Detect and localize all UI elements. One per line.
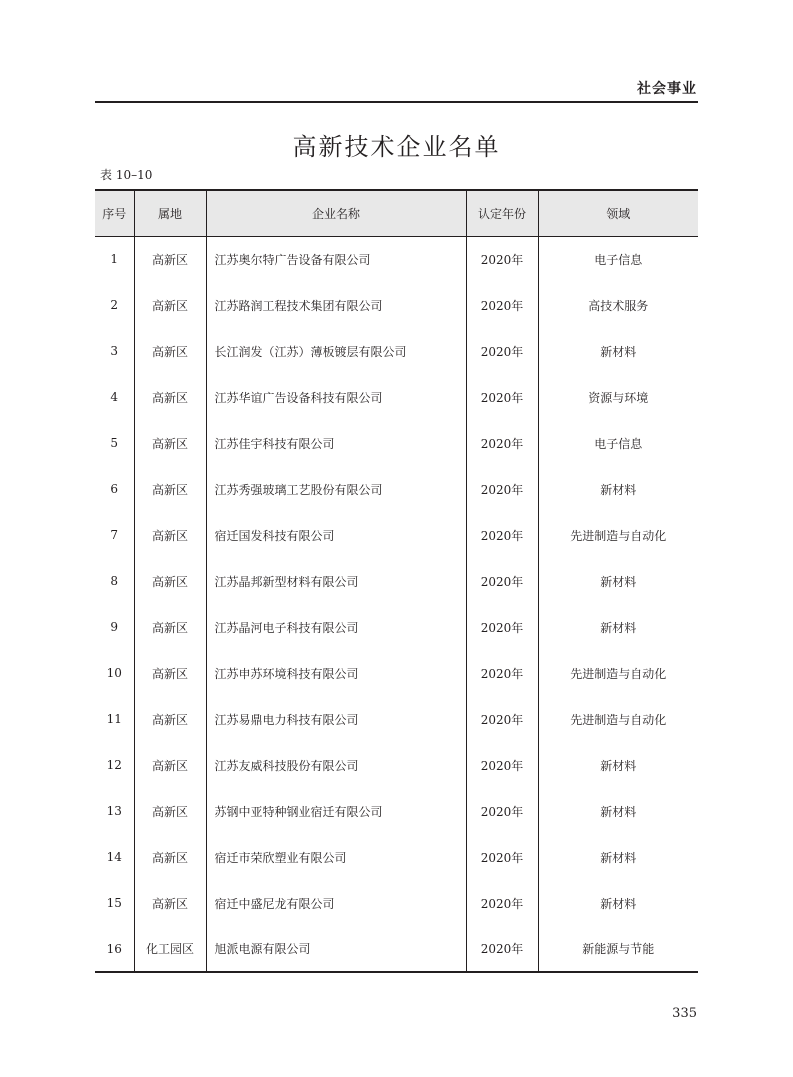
row-index: 2 [110,298,119,312]
table-row [95,696,698,742]
row-field: 先进制造与自动化 [538,512,698,558]
row-company-name: 江苏佳宇科技有限公司 [206,420,466,466]
row-index: 16 [95,926,134,972]
row-district: 高新区 [134,650,206,696]
row-company-name: 旭派电源有限公司 [206,926,466,972]
row-index: 11 [106,712,122,726]
row-company-name: 宿迁国发科技有限公司 [206,512,466,558]
row-year: 2020年 [466,880,538,926]
row-index: 13 [106,804,122,818]
row-index: 14 [106,850,122,864]
row-year: 2020年 [466,282,538,328]
row-year: 2020年 [466,374,538,420]
header-rule [95,101,698,103]
row-year: 2020年 [466,834,538,880]
row-year: 2020年 [466,512,538,558]
row-district: 高新区 [134,834,206,880]
row-index: 1 [110,252,119,267]
row-year: 2020年 [466,236,538,282]
table-row [95,604,698,650]
row-index: 6 [110,482,119,496]
table-label: 表 10–10 [100,168,153,182]
row-year: 2020年 [466,558,538,604]
row-field: 新材料 [538,604,698,650]
row-field: 新材料 [538,788,698,834]
row-company-name: 长江润发（江苏）薄板镀层有限公司 [206,328,466,374]
row-company-name: 江苏奥尔特广告设备有限公司 [206,236,466,282]
row-company-name: 江苏友威科技股份有限公司 [206,742,466,788]
row-year: 2020年 [466,788,538,834]
row-district: 高新区 [134,742,206,788]
row-index: 5 [110,436,119,450]
row-field: 先进制造与自动化 [538,696,698,742]
row-field: 新材料 [538,742,698,788]
table-row [95,788,698,834]
row-field: 电子信息 [538,236,698,282]
table-row [95,742,698,788]
row-field: 新能源与节能 [538,926,698,972]
row-index: 9 [110,620,119,634]
row-district: 高新区 [134,558,206,604]
table-row [95,834,698,880]
row-district: 高新区 [134,696,206,742]
row-year: 2020年 [466,466,538,512]
row-field: 新材料 [538,834,698,880]
header-index: 序号 [95,190,134,236]
header-company-name: 企业名称 [206,190,466,236]
table-row [95,466,698,512]
row-district: 高新区 [134,788,206,834]
table-row [95,558,698,604]
table-row [95,420,698,466]
row-district: 高新区 [134,282,206,328]
row-year: 2020年 [466,696,538,742]
row-company-name: 宿迁市荣欣塑业有限公司 [206,834,466,880]
row-field: 新材料 [538,880,698,926]
row-field: 先进制造与自动化 [538,650,698,696]
row-company-name: 江苏易鼎电力科技有限公司 [206,696,466,742]
header-district: 属地 [134,190,206,236]
table-row [95,650,698,696]
row-company-name: 江苏晶河电子科技有限公司 [206,604,466,650]
row-field: 新材料 [538,558,698,604]
table-row [95,328,698,374]
row-district: 高新区 [134,374,206,420]
row-year: 2020年 [466,650,538,696]
row-company-name: 江苏申苏环境科技有限公司 [206,650,466,696]
row-field: 新材料 [538,466,698,512]
row-district: 高新区 [134,880,206,926]
row-field: 电子信息 [538,420,698,466]
row-index: 8 [110,574,119,588]
row-district: 化工园区 [134,926,206,972]
table-row [95,880,698,926]
row-district: 高新区 [134,466,206,512]
row-district: 高新区 [134,328,206,374]
row-year: 2020年 [466,420,538,466]
table-header-row [95,190,698,236]
row-district: 高新区 [134,420,206,466]
row-year: 2020年 [466,328,538,374]
page-title: 高新技术企业名单 [292,133,501,161]
row-company-name: 苏钢中亚特种钢业宿迁有限公司 [206,788,466,834]
header-field: 领域 [538,190,698,236]
row-district: 高新区 [134,604,206,650]
row-year: 2020年 [466,742,538,788]
row-index: 3 [110,344,119,358]
row-company-name: 江苏路润工程技术集团有限公司 [206,282,466,328]
table-row [95,236,698,282]
table-row [95,926,698,972]
enterprise-table [95,189,698,973]
row-district: 高新区 [134,512,206,558]
row-company-name: 江苏晶邦新型材料有限公司 [206,558,466,604]
row-district: 高新区 [134,236,206,282]
row-year: 2020年 [466,926,538,972]
row-company-name: 江苏秀强玻璃工艺股份有限公司 [206,466,466,512]
row-year: 2020年 [466,604,538,650]
row-index: 4 [110,390,119,404]
row-index: 15 [106,896,122,910]
row-index: 12 [106,758,122,772]
row-company-name: 江苏华谊广告设备科技有限公司 [206,374,466,420]
row-field: 新材料 [538,328,698,374]
header-year: 认定年份 [466,190,538,236]
row-index: 10 [106,666,122,680]
row-field: 资源与环境 [538,374,698,420]
table-row [95,282,698,328]
section-tag: 社会事业 [637,81,697,97]
table-row [95,512,698,558]
page-number: 335 [672,1006,697,1021]
row-company-name: 宿迁中盛尼龙有限公司 [206,880,466,926]
row-index: 7 [110,528,119,542]
table-row [95,374,698,420]
row-field: 高技术服务 [538,282,698,328]
